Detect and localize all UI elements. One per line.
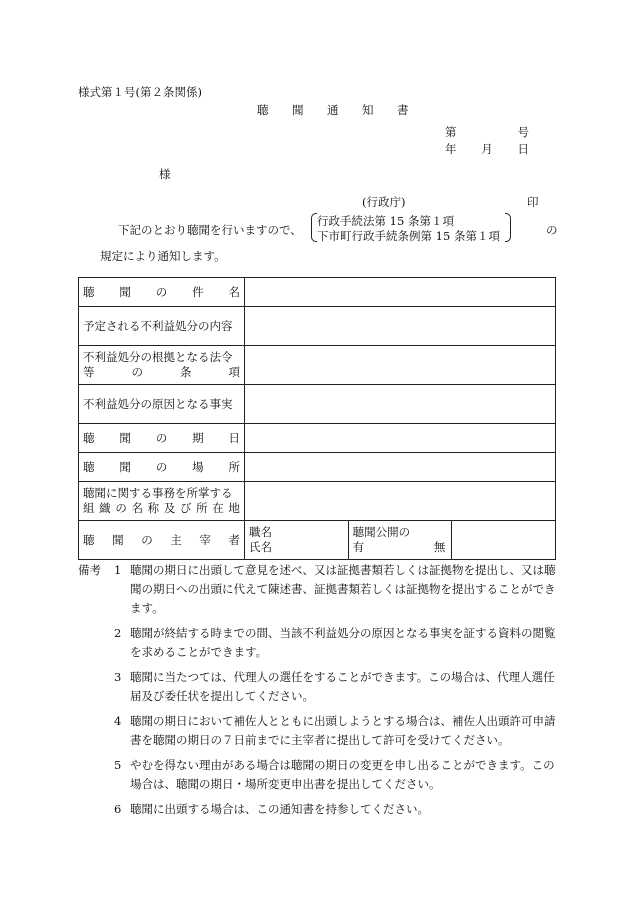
note-item: 3 聴聞に当たつては、代理人の選任をすることができます。この場合は、代理人選任届及び委任状を提出してください。 <box>114 670 555 703</box>
label-organization: 聴聞に関する事務を所掌する 組 織 の 名 称 及 び 所 在 地 <box>79 482 245 521</box>
label-case-name: 聴 聞 の 件 名 <box>79 278 245 307</box>
law-options <box>311 211 511 242</box>
intro-text-2: 規定により通知します。 <box>100 249 226 263</box>
value-hearing-place[interactable] <box>245 453 556 482</box>
value-hearing-date[interactable] <box>245 424 556 453</box>
agency-label: (行政庁) <box>362 195 406 209</box>
form-reference: 様式第１号(第２条関係) <box>78 85 202 99</box>
table-row <box>79 385 556 424</box>
right-bracket <box>505 213 511 242</box>
label-legal-basis: 不利益処分の根拠となる法令 等 の 条 項 <box>79 346 245 385</box>
date-month: 月 <box>481 142 493 156</box>
table-row <box>79 278 556 307</box>
value-organization[interactable] <box>245 482 556 521</box>
addressee-suffix: 様 <box>159 167 171 181</box>
table-row <box>79 307 556 346</box>
number-suffix: 号 <box>517 125 529 139</box>
seal-mark: 印 <box>527 195 539 209</box>
table-row <box>79 346 556 385</box>
document-title: 聴 聞 通 知 書 <box>257 103 415 117</box>
officer-title-label: 職名 <box>249 525 272 539</box>
note-item: 6 聴聞に出頭する場合は、この通知書を持参してください。 <box>114 802 429 816</box>
note-item: 1 聴聞の期日に出頭して意見を述べ、又は証拠書類若しくは証拠物を提出し、又は聴聞の期日への出頭に代えて陳述書、証拠書類若しくは証拠物を提出することができます。 <box>114 563 556 615</box>
label-hearing-date: 聴 聞 の 期 日 <box>79 424 245 453</box>
date-line <box>445 141 529 157</box>
hearing-table <box>78 277 556 560</box>
value-disposition-content[interactable] <box>245 307 556 346</box>
note-item: 4 聴聞の期日において補佐人とともに出頭しようとする場合は、補佐人出頭許可申請書を聴聞の期日の７日前までに主宰者に提出して許可を受けてください。 <box>114 714 556 747</box>
date-year: 年 <box>445 142 457 156</box>
number-prefix: 第 <box>445 125 457 139</box>
intro-particle: の <box>546 223 558 237</box>
table-row <box>79 482 556 521</box>
label-hearing-place: 聴 聞 の 場 所 <box>79 453 245 482</box>
note-item: 5 やむを得ない理由がある場合は聴聞の期日の変更を申し出ることができます。この場合は、聴聞の期日・場所変更申出書を提出してください。 <box>114 758 555 791</box>
value-facts[interactable] <box>245 385 556 424</box>
note-item: 2 聴聞が終結する時までの間、当該不利益処分の原因となる事実を証する資料の閲覧を求めることができます。 <box>114 626 556 659</box>
intro-text: 下記のとおり聴聞を行いますので、 <box>118 223 302 237</box>
document-number-line <box>445 124 529 140</box>
label-facts: 不利益処分の原因となる事実 <box>79 385 245 424</box>
value-public-hearing[interactable] <box>452 521 556 560</box>
table-row <box>79 453 556 482</box>
date-day: 日 <box>517 142 529 156</box>
value-presiding-officer[interactable] <box>245 521 349 560</box>
notes-heading: 備考 <box>78 563 101 577</box>
label-presiding-officer: 聴 聞 の 主 宰 者 <box>79 521 245 560</box>
notes-section <box>78 561 558 825</box>
table-row <box>79 424 556 453</box>
law-option-2: 下市町行政手続条例第 15 条第１項 <box>317 229 500 243</box>
label-disposition-content: 予定される不利益処分の内容 <box>79 307 245 346</box>
officer-name-label: 氏名 <box>249 540 272 554</box>
public-no[interactable]: 無 <box>433 540 446 554</box>
law-option-1: 行政手続法第 15 条第１項 <box>317 214 454 228</box>
label-public-hearing: 聴聞公開の 有 無 <box>348 521 452 560</box>
value-case-name[interactable] <box>245 278 556 307</box>
table-row <box>79 521 556 560</box>
value-legal-basis[interactable] <box>245 346 556 385</box>
public-yes[interactable]: 有 <box>352 540 365 554</box>
